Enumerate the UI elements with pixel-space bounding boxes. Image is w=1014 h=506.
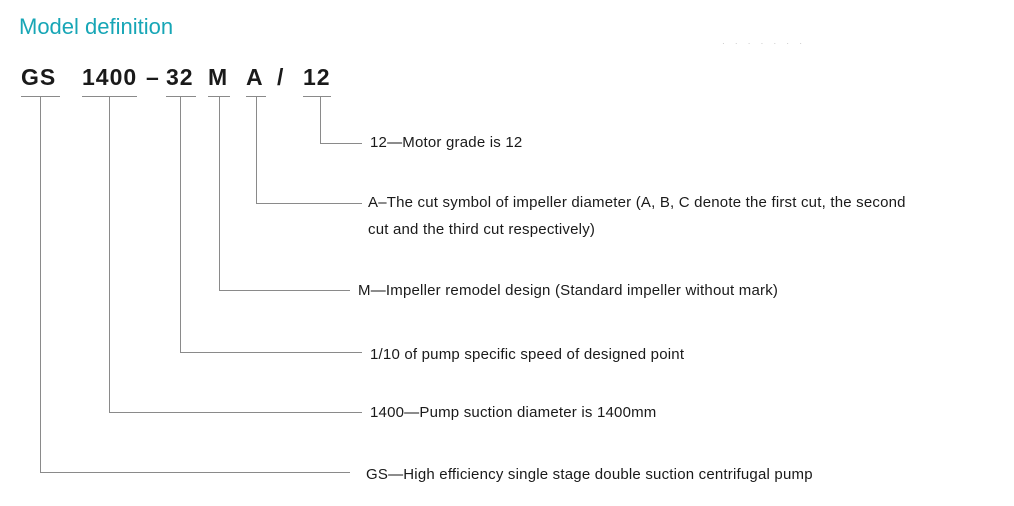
page-title: Model definition — [19, 14, 174, 39]
desc-specific-speed: 1/10 of pump specific speed of designed point — [370, 346, 685, 363]
code-a: A — [246, 64, 264, 90]
desc-impeller-remodel: M—Impeller remodel design (Standard impeller without mark) — [358, 282, 779, 299]
desc-motor-grade: 12—Motor grade is 12 — [370, 134, 523, 151]
code-diameter: 1400 — [82, 64, 138, 90]
code-grade: 12 — [303, 64, 331, 90]
desc-cut-symbol-line1: A–The cut symbol of impeller diameter (A, B, C denote the first cut, the second — [368, 194, 906, 211]
desc-pump-type: GS—High efficiency single stage double suction centrifugal pump — [366, 466, 813, 483]
desc-suction-diameter: 1400—Pump suction diameter is 1400mm — [370, 404, 657, 421]
code-m: M — [208, 64, 229, 90]
faint-watermark-text: · · · · · · · — [722, 39, 806, 48]
desc-cut-symbol-line2: cut and the third cut respectively) — [368, 221, 596, 238]
code-gs: GS — [21, 64, 57, 90]
code-slash: / — [277, 64, 285, 90]
code-speed: 32 — [166, 64, 194, 90]
code-dash: – — [146, 64, 160, 90]
